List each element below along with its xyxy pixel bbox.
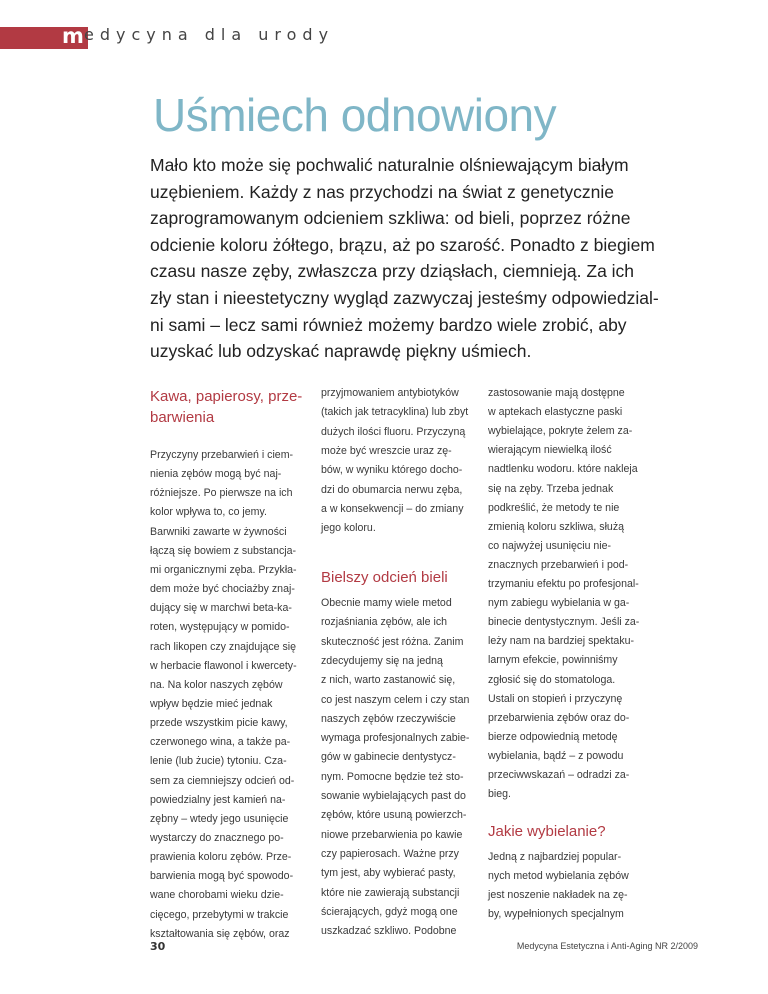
body-text-line: nadtlenku wodoru. które nakleja bbox=[488, 463, 638, 476]
lead-line: zaprogramowanym odcieniem szkliwa: od bieli, poprzez różne bbox=[150, 208, 631, 229]
body-text-line: skuteczność jest różna. Zanim bbox=[321, 635, 464, 648]
lead-line: Mało kto może się pochwalić naturalnie olśniewającym białym bbox=[150, 155, 629, 175]
body-text-line: naszych zębów rzeczywiście bbox=[321, 712, 456, 725]
body-text-line: dzi do obumarcia nerwu zęba, bbox=[321, 483, 463, 496]
body-text-line: leży nam na bardziej spektaku- bbox=[488, 635, 635, 648]
body-text-line: wymaga profesjonalnych zabie- bbox=[321, 732, 470, 745]
page-number: 30 bbox=[150, 940, 166, 953]
body-text-line: zgłosić się do stomatologa. bbox=[488, 673, 616, 686]
body-text-line: czy papierosach. Ważne przy bbox=[321, 847, 459, 860]
body-text-line: w aptekach elastyczne paski bbox=[488, 406, 623, 419]
lead-line: odcienie koloru żółtego, brązu, aż po szarość. Ponadto z biegiem bbox=[150, 234, 655, 255]
lead-line: uzębieniem. Każdy z nas przychodzi na świat z genetycznie bbox=[150, 181, 614, 202]
body-text-line: nienia zębów mogą być naj- bbox=[150, 468, 282, 481]
section-initial: m bbox=[62, 24, 84, 48]
body-text-line: barwienia mogą być spowodo- bbox=[150, 870, 294, 883]
body-text-line: zębny – wtedy jego usunięcie bbox=[150, 812, 289, 825]
body-text-line: powiedzialny jest kamień na- bbox=[150, 793, 286, 806]
body-text-line: tym jest, aby wybierać pasty, bbox=[321, 867, 456, 880]
body-text-line: dujący się w marchwi beta-ka- bbox=[150, 602, 292, 615]
body-text-line: łączą się bowiem z substancja- bbox=[150, 544, 297, 557]
body-text-line: cięcego, przebytymi w trakcie bbox=[150, 908, 289, 921]
body-text-line: zmienią koloru szkliwa, służą bbox=[488, 520, 625, 533]
publication-footer: Medycyna Estetyczna i Anti-Aging NR 2/2009 bbox=[516, 941, 698, 951]
body-text-line: Ustali on stopień i przyczynę bbox=[488, 692, 623, 705]
body-text-line: przede wszystkim picie kawy, bbox=[150, 717, 288, 730]
body-text-line: uszkadzać szkliwo. Podobne bbox=[321, 925, 457, 938]
body-text-line: jego koloru. bbox=[321, 522, 376, 535]
lead-line: czasu nasze zęby, zwłaszcza przy dziąsłach, ciemnieją. Za ich bbox=[150, 261, 635, 282]
body-text-line: się na zęby. Trzeba jednak bbox=[488, 482, 614, 495]
body-text-line: co najwyżej usunięciu nie- bbox=[488, 539, 612, 552]
subheading: Bielszy odcień bieli bbox=[321, 569, 448, 586]
body-text-line: przebarwienia zębów oraz do- bbox=[488, 711, 630, 724]
body-text-line: zdecydujemy się na jedną bbox=[321, 654, 443, 667]
article-title: Uśmiech odnowiony bbox=[153, 89, 557, 141]
lead-line: zły stan i nieestetyczny wygląd zazwyczaj jesteśmy odpowiedzial- bbox=[150, 287, 659, 308]
subheading: Jakie wybielanie? bbox=[488, 823, 606, 840]
subheading-line: Kawa, papierosy, prze- bbox=[150, 388, 303, 405]
subheading-line: barwienia bbox=[150, 409, 215, 426]
body-text-line: rach likopen czy znajdujące się bbox=[150, 640, 297, 653]
body-text-line: (takich jak tetracyklina) lub zbyt bbox=[321, 406, 469, 419]
body-text-line: gów w gabinecie dentystycz- bbox=[321, 751, 456, 764]
body-text-line: dem może być chociażby znaj- bbox=[150, 583, 295, 596]
lead-line: uzyskać lub odzyskać naprawdę piękny uśmiech. bbox=[150, 341, 532, 362]
body-text-line: wybielania, bądź – z powodu bbox=[488, 749, 624, 762]
body-text-line: zębów, które usuną powierzch- bbox=[321, 809, 467, 822]
body-text-line: Barwniki zawarte w żywności bbox=[150, 525, 287, 538]
body-text-line: może być wreszcie uraz zę- bbox=[321, 444, 452, 457]
body-text-line: jest noszenie nakładek na zę- bbox=[488, 889, 628, 902]
body-text-line: wybielające, pokryte żelem za- bbox=[488, 425, 633, 438]
body-text-line: czerwonego wina, a także pa- bbox=[150, 736, 291, 749]
body-text-line: sem za ciemniejszy odcień od- bbox=[150, 774, 295, 787]
section-label: edycyna dla urody bbox=[84, 25, 335, 44]
body-text-line: lenie (lub żucie) tytoniu. Cza- bbox=[150, 755, 287, 768]
body-text-line: wpływ będzie mieć jednak bbox=[150, 697, 273, 710]
body-text-line: trzymaniu efektu po profesjonal- bbox=[488, 578, 639, 590]
body-text-line: a w konsekwencji – do zmiany bbox=[321, 502, 464, 515]
body-text-line: binecie dentystycznym. Jeśli za- bbox=[488, 616, 640, 629]
section-header bbox=[0, 0, 768, 60]
body-text-line: rozjaśniania zębów, ale ich bbox=[321, 616, 448, 629]
body-text-line: ścierających, gdyż mogą one bbox=[321, 905, 458, 918]
body-text-line: nym zabiegu wybielania w ga- bbox=[488, 597, 630, 610]
body-text-line: roten, występujący w pomido- bbox=[150, 621, 290, 634]
body-text-line: w herbacie flawonol i kwercety- bbox=[150, 659, 297, 672]
lead-line: ni sami – lecz sami również możemy bardzo wiele zrobić, aby bbox=[150, 314, 627, 335]
body-text-line: Jedną z najbardziej popular- bbox=[488, 851, 622, 863]
body-text-line: podkreślić, że metody te nie bbox=[488, 501, 620, 514]
body-text-line: z nich, warto zastanowić się, bbox=[321, 674, 456, 687]
body-text-line: larnym efekcie, powinniśmy bbox=[488, 654, 618, 667]
body-text-line: nym. Pomocne będzie też sto- bbox=[321, 770, 464, 783]
body-text-line: przyjmowaniem antybiotyków bbox=[321, 387, 459, 399]
body-text-line: sowanie wybielających past do bbox=[321, 790, 466, 802]
body-text-line: kolor wpływa to, co jemy. bbox=[150, 506, 267, 519]
body-text-line: by, wypełnionych specjalnym bbox=[488, 908, 624, 921]
body-text-line: co jest naszym celem i czy stan bbox=[321, 693, 470, 706]
body-text-line: dużych ilości fluoru. Przyczyną bbox=[321, 425, 466, 438]
body-text-line: bierze odpowiednią metodę bbox=[488, 730, 618, 743]
body-text-line: mi organicznymi zęba. Przykła- bbox=[150, 563, 297, 576]
article-lead bbox=[150, 152, 660, 365]
body-text-line: wystarczy do znacznego po- bbox=[150, 832, 284, 844]
body-text-line: kształtowania się zębów, oraz bbox=[150, 927, 290, 940]
body-text-line: różniejsze. Po pierwsze na ich bbox=[150, 487, 293, 500]
body-text-line: Przyczyny przebarwień i ciem- bbox=[150, 449, 294, 461]
body-text-line: niowe przebarwienia po kawie bbox=[321, 828, 463, 841]
body-text-line: zastosowanie mają dostępne bbox=[488, 387, 625, 399]
body-text-line: które nie zawierają substancji bbox=[321, 886, 460, 899]
body-text-line: na. Na kolor naszych zębów bbox=[150, 678, 283, 691]
body-text-line: wierającym niewielką ilość bbox=[488, 444, 612, 457]
body-text-line: Obecnie mamy wiele metod bbox=[321, 597, 452, 609]
body-text-line: wane chorobami wieku dzie- bbox=[150, 889, 284, 902]
body-text-line: przeciwwskazań – odradzi za- bbox=[488, 769, 630, 781]
body-text-line: nych metod wybielania zębów bbox=[488, 870, 629, 883]
body-text-line: bów, w wyniku którego docho- bbox=[321, 464, 463, 477]
body-text-line: bieg. bbox=[488, 788, 511, 801]
body-text-line: znacznych przebarwień i pod- bbox=[488, 558, 629, 571]
body-text-line: prawienia koloru zębów. Prze- bbox=[150, 851, 292, 864]
